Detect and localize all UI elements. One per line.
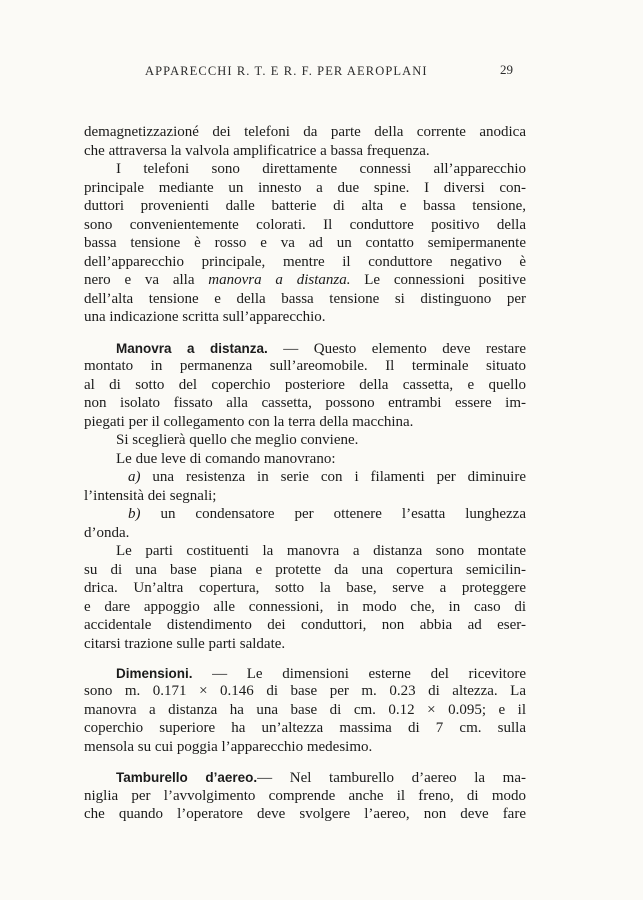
text-line xyxy=(84,271,526,290)
section-heading: Tamburello d’aereo. xyxy=(116,770,258,785)
text-line: bassa tensione è rosso e va ad un contatto semipermanente xyxy=(84,235,526,251)
text-line: principale mediante un innesto a due spine. I diversi con- xyxy=(84,180,526,196)
text-line: l’intensità dei segnali; xyxy=(84,488,217,504)
text-line: non isolato fissato alla cassetta, possono entrambi essere im- xyxy=(84,395,526,411)
text-line: demagnetizzazioné dei telefoni da parte della corrente anodica xyxy=(84,124,526,140)
text-line: al di sotto del coperchio posteriore della cassetta, e quello xyxy=(84,377,526,393)
text-run: — Nel tamburello d’aereo la ma- xyxy=(257,770,527,786)
text-line: su di una base piana e protette da una copertura semicilin- xyxy=(84,562,526,578)
text-line: che quando l’operatore deve svolgere l’aereo, non deve fare xyxy=(84,806,526,822)
text-line: montato in permanenza sull’areomobile. Il terminale situato xyxy=(84,358,526,374)
text-line: I telefoni sono direttamente connessi all’apparecchio xyxy=(116,161,526,177)
text-line: piegati per il collegamento con la terra della macchina. xyxy=(84,414,414,430)
text-run: Le connessioni positive xyxy=(350,272,526,288)
text-run: — Le dimensioni esterne del ricevitore xyxy=(192,666,526,682)
text-line: Le due leve di comando manovrano: xyxy=(116,451,336,467)
text-line: niglia per l’avvolgimento comprende anche il freno, di modo xyxy=(84,788,526,804)
list-item xyxy=(128,505,526,524)
list-item xyxy=(128,468,526,487)
text-line: d’onda. xyxy=(84,525,130,541)
text-line: citarsi trazione sulle parti saldate. xyxy=(84,636,286,652)
section-heading: Manovra a distanza. xyxy=(116,341,268,356)
section-line xyxy=(116,664,526,683)
text-line: Si sceglierà quello che meglio conviene. xyxy=(116,432,359,448)
text-line: dell’apparecchio principale, mentre il conduttore negativo è xyxy=(84,254,526,270)
text-line: duttori provenienti dalle batterie di alta e bassa tensione, xyxy=(84,198,526,214)
running-title: APPARECCHI R. T. E R. F. PER AEROPLANI xyxy=(145,64,428,78)
text-line: dell’alta tensione e della bassa tensione si distinguono per xyxy=(84,291,526,307)
text-line: che attraversa la valvola amplificatrice a bassa frequenza. xyxy=(84,143,430,159)
italic-term: manovra a distanza. xyxy=(208,272,351,288)
text-line: sono m. 0.171 × 0.146 di base per m. 0.23 di altezza. La xyxy=(84,683,526,699)
text-run: un condensatore per ottenere l’esatta lunghezza xyxy=(140,506,526,522)
text-line: manovra a distanza ha una base di cm. 0.12 × 0.095; e il xyxy=(84,702,526,718)
section-heading: Dimensioni. xyxy=(116,666,193,681)
text-run: nero e va alla xyxy=(84,272,209,288)
text-run: — Questo elemento deve restare xyxy=(267,341,526,357)
text-line: drica. Un’altra copertura, sotto la base, serve a proteggere xyxy=(84,580,526,596)
text-line: accidentale distendimento dei conduttori, non abbia ad eser- xyxy=(84,617,526,633)
section-line xyxy=(116,768,526,787)
text-line: mensola su cui poggia l’apparecchio medesimo. xyxy=(84,739,373,755)
text-line: e dare appoggio alle connessioni, in modo che, in caso di xyxy=(84,599,526,615)
text-line: una indicazione scritta sull’apparecchio. xyxy=(84,309,326,325)
text-line: sono convenientemente colorati. Il conduttore positivo della xyxy=(84,217,526,233)
section-line xyxy=(116,339,526,358)
list-marker: b) xyxy=(128,506,141,522)
text-line: Le parti costituenti la manovra a distanza sono montate xyxy=(116,543,526,559)
text-run: una resistenza in serie con i filamenti per diminuire xyxy=(140,469,526,485)
text-line: coperchio superiore ha un’altezza massima di 7 cm. sulla xyxy=(84,720,526,736)
page-number: 29 xyxy=(500,62,513,77)
list-marker: a) xyxy=(128,469,141,485)
